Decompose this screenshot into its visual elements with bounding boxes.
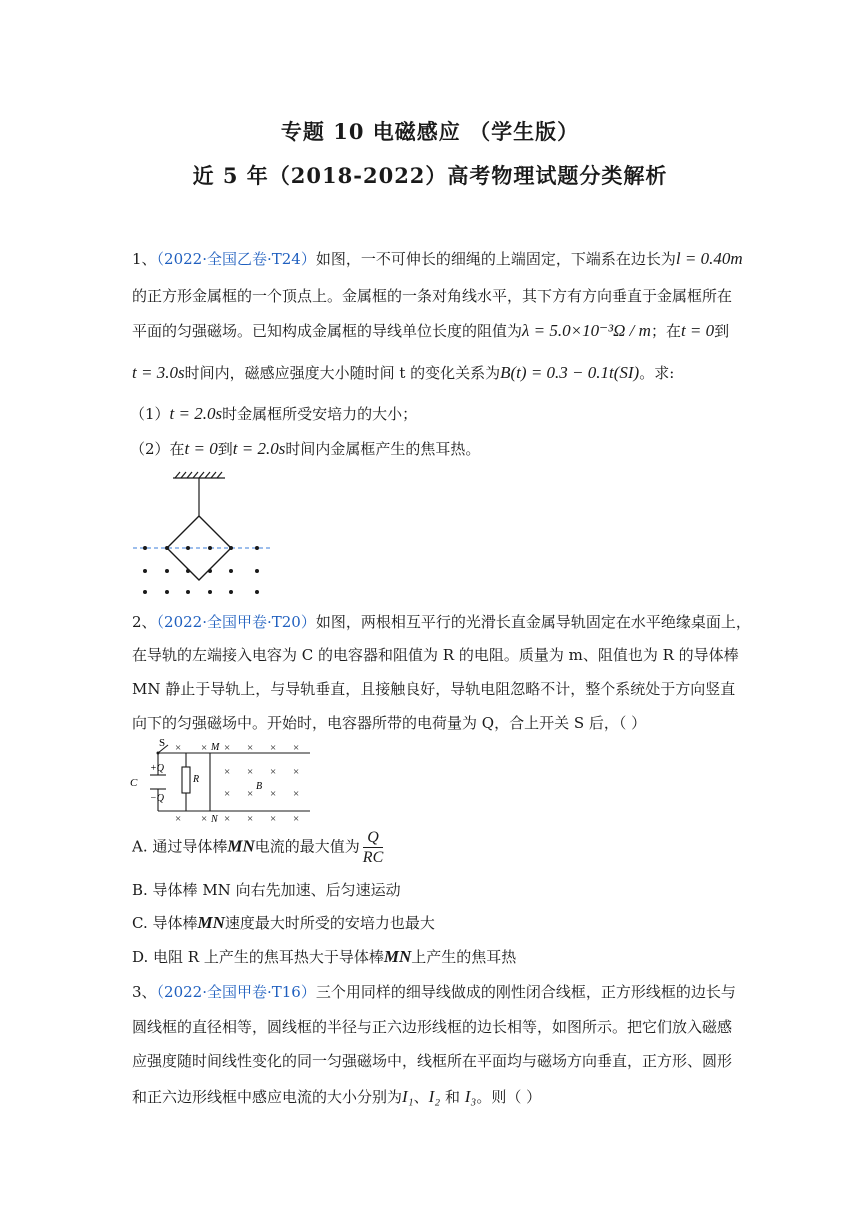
svg-text:×: ×	[270, 813, 277, 825]
ceiling-hatch	[173, 472, 225, 478]
q2-option-d	[132, 946, 516, 967]
svg-text:×: ×	[270, 788, 277, 800]
q2-mn: MN	[227, 836, 255, 856]
q1-text: 时金属框所受安培力的大小；	[222, 405, 418, 423]
q2-mn: MN	[383, 947, 412, 966]
q2-line-4: 向下的匀强磁场中。开始时，电容器所带的电荷量为 Q，合上开关 S 后，（ ）	[132, 714, 647, 732]
q1-text: 。求:	[639, 364, 675, 382]
q1-text: ；在	[650, 322, 681, 340]
q1-math: t = 2.0s	[232, 439, 286, 458]
q3-text: 。则（ ）	[476, 1088, 542, 1106]
q1-line-2: 的正方形金属框的一个顶点上。金属框的一条对角线水平，其下方有方向垂直于金属框所在	[132, 287, 733, 305]
q1-math-l: l = 0.40m	[675, 249, 743, 268]
svg-text:×: ×	[293, 788, 300, 800]
svg-text:×: ×	[175, 742, 182, 754]
q2-option-c-text: C. 导体棒	[132, 914, 198, 932]
svg-text:×: ×	[293, 742, 300, 754]
q1-part-2	[130, 438, 480, 459]
q2-option-a	[132, 828, 386, 867]
q3-line-2: 圆线框的直径相等，圆线框的半径与正六边形线框的边长相等，如图所示。把它们放入磁感	[132, 1018, 733, 1036]
svg-text:×: ×	[293, 813, 300, 825]
q1-text: 到	[217, 440, 233, 458]
q2-mn: MN	[197, 913, 225, 932]
q3-text: 、	[413, 1088, 429, 1106]
q3-source: （2022·全国甲卷·T16）	[156, 983, 316, 1001]
q1-number: 1、	[132, 250, 157, 268]
q2-option-b: B. 导体棒 MN 向右先加速、后匀速运动	[132, 881, 401, 899]
label-n: N	[211, 814, 218, 825]
svg-text:×: ×	[247, 788, 254, 800]
svg-text:×: ×	[247, 766, 254, 778]
label-s: S	[159, 737, 166, 749]
q3-line-1	[132, 981, 736, 1002]
q2-text: 如图，两根相互平行的光滑长直金属导轨固定在水平绝缘桌面上，	[315, 613, 751, 631]
q2-option-a-text: A. 通过导体棒	[132, 837, 228, 856]
q2-option-c	[132, 912, 435, 933]
q1-line-4	[132, 362, 674, 383]
q3-i1: I₁	[402, 1087, 414, 1106]
q2-source: （2022·全国甲卷·T20）	[156, 613, 316, 631]
label-plus-q: +Q	[150, 763, 164, 774]
q2-fraction	[363, 828, 383, 867]
q2-line-1	[132, 611, 751, 632]
svg-text:×: ×	[224, 813, 231, 825]
q1-math: t = 0	[184, 439, 218, 458]
q2-figure	[128, 737, 318, 827]
q2-number: 2、	[132, 613, 157, 631]
q3-line-4	[132, 1086, 541, 1107]
q1-math-t3: t = 3.0s	[132, 363, 185, 382]
field-dots	[143, 546, 259, 594]
svg-text:×: ×	[224, 766, 231, 778]
page-title: 专题 10 电磁感应 （学生版）	[280, 119, 580, 144]
svg-text:×: ×	[247, 742, 254, 754]
q2-line-2: 在导轨的左端接入电容为 C 的电容器和阻值为 R 的电阻。质量为 m、阻值也为 R 的导体棒	[132, 646, 739, 664]
q2-option-d-text: 上产生的焦耳热	[411, 948, 517, 966]
q2-option-d-text: D. 电阻 R 上产生的焦耳热大于导体棒	[132, 948, 384, 966]
label-r: R	[193, 774, 200, 785]
label-minus-q: −Q	[150, 793, 164, 804]
q3-number: 3、	[132, 983, 157, 1001]
label-c: C	[130, 777, 138, 789]
q3-line-3: 应强度随时间线性变化的同一匀强磁场中，线框所在平面均与磁场方向垂直，正方形、圆形	[132, 1052, 733, 1070]
q3-text: 和	[440, 1088, 465, 1106]
q1-part-label: （1）	[130, 405, 170, 423]
q3-i3: I₃	[464, 1087, 477, 1106]
q1-figure	[125, 468, 285, 598]
svg-text:×: ×	[270, 766, 277, 778]
q2-fraction-numerator: Q	[363, 828, 383, 848]
label-m: M	[211, 742, 220, 753]
q1-text: 平面的匀强磁场。已知构成金属框的导线单位长度的阻值为	[132, 322, 523, 340]
q2-option-c-text: 速度最大时所受的安培力也最大	[224, 914, 435, 932]
q1-part-label: （2）在	[130, 440, 185, 458]
q2-option-a-text: 电流的最大值为	[254, 837, 360, 856]
q2-line-3: MN 静止于导轨上，与导轨垂直，且接触良好，导轨电阻忽略不计，整个系统处于方向竖直	[132, 680, 736, 698]
svg-text:×: ×	[201, 813, 208, 825]
q1-math-t0: t = 0	[680, 321, 715, 340]
q3-text: 和正六边形线框中感应电流的大小分别为	[132, 1088, 403, 1106]
q1-math: t = 2.0s	[169, 404, 223, 423]
page-subtitle: 近 5 年（2018-2022）高考物理试题分类解析	[192, 163, 668, 188]
q3-text: 三个用同样的细导线做成的刚性闭合线框，正方形线框的边长与	[315, 983, 736, 1001]
q2-fraction-denominator: RC	[362, 849, 384, 866]
svg-text:×: ×	[175, 813, 182, 825]
label-b: B	[256, 781, 263, 792]
q1-text: 到	[714, 322, 730, 340]
q1-text: 时间内金属框产生的焦耳热。	[285, 440, 481, 458]
q1-line-3	[132, 320, 729, 341]
q1-source: （2022·全国乙卷·T24）	[156, 250, 316, 268]
svg-text:×: ×	[247, 813, 254, 825]
q3-i2: I₂	[428, 1087, 441, 1106]
q1-math-lambda: λ = 5.0×10⁻³Ω / m	[522, 321, 651, 340]
q1-text: 时间内，磁感应强度大小随时间 t 的变化关系为	[184, 364, 501, 382]
svg-text:×: ×	[270, 742, 277, 754]
svg-text:×: ×	[224, 742, 231, 754]
svg-text:×: ×	[201, 742, 208, 754]
q1-line-1	[132, 248, 743, 269]
svg-text:×: ×	[224, 788, 231, 800]
q1-text: 如图，一不可伸长的细绳的上端固定，下端系在边长为	[315, 250, 676, 268]
q1-part-1	[130, 403, 417, 424]
q1-math-bt: B(t) = 0.3 − 0.1t(SI)	[500, 363, 640, 382]
svg-text:×: ×	[293, 766, 300, 778]
resistor	[182, 767, 190, 793]
